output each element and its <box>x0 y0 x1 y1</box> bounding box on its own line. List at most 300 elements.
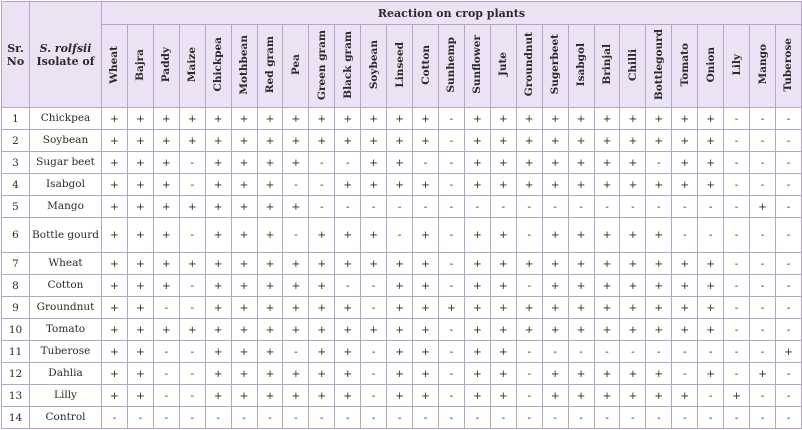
reaction-cell: + <box>231 253 257 275</box>
reaction-cell: + <box>361 319 387 341</box>
reaction-cell: - <box>750 407 776 429</box>
reaction-cell: + <box>413 218 439 253</box>
reaction-cell: + <box>620 130 646 152</box>
crop-header-label: Lily <box>730 53 743 76</box>
reaction-cell: + <box>257 341 283 363</box>
reaction-cell: - <box>516 407 542 429</box>
reaction-cell: - <box>231 407 257 429</box>
crop-header <box>387 25 413 108</box>
table-row <box>2 152 802 174</box>
reaction-cell: - <box>775 275 801 297</box>
reaction-cell: + <box>309 108 335 130</box>
reaction-cell: + <box>542 385 568 407</box>
reaction-cell: - <box>646 196 672 218</box>
reaction-cell: - <box>438 363 464 385</box>
reaction-cell: + <box>127 108 153 130</box>
reaction-cell: - <box>283 174 309 196</box>
reaction-cell: + <box>231 385 257 407</box>
reaction-cell: + <box>153 196 179 218</box>
reaction-cell: + <box>490 152 516 174</box>
reaction-cell: + <box>413 275 439 297</box>
reaction-cell: + <box>153 275 179 297</box>
reaction-cell: - <box>750 319 776 341</box>
table-row <box>2 108 802 130</box>
reaction-cell: + <box>516 152 542 174</box>
reaction-cell: - <box>594 341 620 363</box>
crop-header <box>127 25 153 108</box>
reaction-cell: + <box>646 275 672 297</box>
reaction-cell: - <box>724 196 750 218</box>
reaction-cell: + <box>387 152 413 174</box>
reaction-cell: - <box>775 152 801 174</box>
reaction-cell: + <box>231 130 257 152</box>
reaction-cell: - <box>516 363 542 385</box>
reaction-cell: + <box>283 152 309 174</box>
isolate-cell: Lilly <box>30 385 102 407</box>
crop-header <box>231 25 257 108</box>
reaction-cell: - <box>335 275 361 297</box>
reaction-cell: + <box>464 297 490 319</box>
reaction-cell: - <box>724 319 750 341</box>
reaction-cell: + <box>127 385 153 407</box>
reaction-cell: + <box>127 152 153 174</box>
reaction-cell: - <box>387 218 413 253</box>
reaction-cell: + <box>490 108 516 130</box>
reaction-cell: - <box>775 253 801 275</box>
reaction-cell: - <box>102 407 128 429</box>
reaction-cell: + <box>283 385 309 407</box>
reaction-cell: - <box>672 407 698 429</box>
reaction-cell: + <box>542 174 568 196</box>
reaction-cell: + <box>179 130 205 152</box>
reaction-cell: - <box>724 253 750 275</box>
reaction-cell: + <box>283 363 309 385</box>
reaction-cell: + <box>102 218 128 253</box>
reaction-cell: - <box>127 407 153 429</box>
reaction-cell: + <box>361 152 387 174</box>
reaction-cell: - <box>775 297 801 319</box>
reaction-cell: + <box>750 196 776 218</box>
reaction-cell: + <box>698 253 724 275</box>
reaction-cell: + <box>387 363 413 385</box>
reaction-cell: - <box>594 407 620 429</box>
reaction-cell: + <box>231 341 257 363</box>
reaction-cell: + <box>309 275 335 297</box>
reaction-cell: + <box>283 253 309 275</box>
reaction-cell: + <box>361 218 387 253</box>
reaction-cell: + <box>464 341 490 363</box>
reaction-cell: + <box>568 174 594 196</box>
reaction-cell: + <box>257 174 283 196</box>
reaction-cell: + <box>361 253 387 275</box>
reaction-cell: + <box>698 275 724 297</box>
reaction-cell: + <box>387 108 413 130</box>
reaction-cell: - <box>283 407 309 429</box>
reaction-cell: + <box>127 218 153 253</box>
crop-header <box>283 25 309 108</box>
reaction-cell: - <box>361 363 387 385</box>
sr-no-cell: 14 <box>2 407 30 429</box>
reaction-cell: + <box>672 152 698 174</box>
reaction-cell: + <box>257 363 283 385</box>
reaction-cell: - <box>464 196 490 218</box>
reaction-cell: - <box>646 152 672 174</box>
reaction-cell: + <box>464 385 490 407</box>
reaction-cell: + <box>542 218 568 253</box>
reaction-cell: + <box>127 253 153 275</box>
reaction-cell: - <box>750 297 776 319</box>
reaction-cell: + <box>153 319 179 341</box>
table-row <box>2 130 802 152</box>
reaction-cell: + <box>309 253 335 275</box>
reaction-cell: + <box>309 218 335 253</box>
reaction-cell: + <box>490 363 516 385</box>
reaction-cell: - <box>361 275 387 297</box>
reaction-cell: + <box>102 174 128 196</box>
crop-header <box>646 25 672 108</box>
table-row <box>2 341 802 363</box>
crop-header-label: Mothbean <box>238 34 251 95</box>
reaction-cell: + <box>620 152 646 174</box>
reaction-cell: - <box>179 275 205 297</box>
reaction-cell: + <box>387 253 413 275</box>
reaction-cell: - <box>775 218 801 253</box>
reaction-cell: + <box>775 341 801 363</box>
reaction-cell: - <box>672 218 698 253</box>
reaction-cell: - <box>438 275 464 297</box>
reaction-cell: - <box>309 152 335 174</box>
reaction-cell: + <box>335 253 361 275</box>
reaction-cell: + <box>620 385 646 407</box>
crop-header <box>179 25 205 108</box>
reaction-cell: - <box>438 108 464 130</box>
reaction-cell: - <box>179 297 205 319</box>
reaction-cell: + <box>672 275 698 297</box>
reaction-cell: + <box>464 174 490 196</box>
reaction-cell: - <box>775 363 801 385</box>
crop-header-label: Pea <box>289 53 302 76</box>
reaction-cell: + <box>335 108 361 130</box>
crop-header-row <box>2 25 802 108</box>
isolate-of-label: Isolate of <box>36 54 95 68</box>
reaction-cell: - <box>750 385 776 407</box>
reaction-cell: + <box>153 130 179 152</box>
reaction-cell: - <box>620 407 646 429</box>
reaction-cell: + <box>594 108 620 130</box>
reaction-cell: + <box>257 108 283 130</box>
crop-header-label: Onion <box>704 46 717 83</box>
sr-no-cell: 11 <box>2 341 30 363</box>
reaction-cell: + <box>490 297 516 319</box>
reaction-cell: + <box>490 130 516 152</box>
isolate-cell: Soybean <box>30 130 102 152</box>
isolate-cell: Control <box>30 407 102 429</box>
reaction-cell: + <box>205 152 231 174</box>
crop-header-label: Maize <box>186 46 199 83</box>
reaction-cell: - <box>724 407 750 429</box>
reaction-cell: - <box>775 385 801 407</box>
reaction-cell: + <box>542 297 568 319</box>
reaction-cell: - <box>542 407 568 429</box>
reaction-cell: - <box>568 196 594 218</box>
reaction-cell: + <box>102 196 128 218</box>
reaction-cell: + <box>335 174 361 196</box>
reaction-cell: + <box>646 174 672 196</box>
reaction-cell: + <box>283 275 309 297</box>
sr-no-cell: 3 <box>2 152 30 174</box>
reaction-cell: + <box>594 253 620 275</box>
reaction-cell: + <box>413 341 439 363</box>
reaction-cell: + <box>698 130 724 152</box>
reaction-cell: + <box>231 363 257 385</box>
reaction-cell: - <box>179 174 205 196</box>
crop-header-label: Tuberose <box>782 37 795 92</box>
reaction-cell: - <box>724 363 750 385</box>
reaction-cell: - <box>698 385 724 407</box>
crop-header <box>672 25 698 108</box>
reaction-cell: + <box>490 319 516 341</box>
reaction-cell: - <box>361 341 387 363</box>
reaction-cell: + <box>724 385 750 407</box>
reaction-cell: + <box>516 319 542 341</box>
reaction-cell: + <box>387 297 413 319</box>
reaction-cell: + <box>231 152 257 174</box>
reaction-cell: - <box>672 341 698 363</box>
reaction-cell: + <box>542 152 568 174</box>
reaction-cell: + <box>542 363 568 385</box>
reaction-cell: - <box>464 407 490 429</box>
isolate-cell: Groundnut <box>30 297 102 319</box>
table-row <box>2 385 802 407</box>
reaction-cell: - <box>179 385 205 407</box>
crop-header-label: Jute <box>497 52 510 77</box>
reaction-cell: - <box>724 152 750 174</box>
reaction-cell: + <box>413 130 439 152</box>
crop-header-label: Tomato <box>678 42 691 87</box>
reaction-cell: + <box>231 174 257 196</box>
reaction-cell: - <box>179 218 205 253</box>
reaction-cell: + <box>568 275 594 297</box>
reaction-cell: - <box>438 174 464 196</box>
reaction-cell: + <box>335 363 361 385</box>
reaction-cell: + <box>516 130 542 152</box>
reaction-cell: + <box>620 108 646 130</box>
reaction-cell: + <box>231 275 257 297</box>
reaction-cell: - <box>568 407 594 429</box>
reaction-cell: + <box>750 363 776 385</box>
reaction-cell: + <box>698 297 724 319</box>
reaction-cell: - <box>698 407 724 429</box>
reaction-cell: + <box>464 319 490 341</box>
isolate-cell: Tomato <box>30 319 102 341</box>
reaction-cell: - <box>413 152 439 174</box>
reaction-cell: + <box>646 297 672 319</box>
crop-header-label: Linseed <box>393 41 406 88</box>
crop-header <box>724 25 750 108</box>
crop-header <box>594 25 620 108</box>
reaction-cell: + <box>387 385 413 407</box>
reaction-cell: - <box>387 407 413 429</box>
reaction-cell: + <box>257 297 283 319</box>
reaction-cell: - <box>438 341 464 363</box>
reaction-cell: + <box>309 319 335 341</box>
reaction-cell: + <box>490 218 516 253</box>
reaction-cell: - <box>413 196 439 218</box>
reaction-cell: + <box>283 297 309 319</box>
table-row <box>2 218 802 253</box>
reaction-cell: + <box>516 297 542 319</box>
reaction-cell: + <box>205 253 231 275</box>
reaction-cell: + <box>335 297 361 319</box>
sr-no-cell: 2 <box>2 130 30 152</box>
reaction-cell: + <box>102 341 128 363</box>
reaction-cell: + <box>231 297 257 319</box>
reaction-cell: - <box>724 174 750 196</box>
reaction-cell: + <box>438 297 464 319</box>
reaction-cell: - <box>750 341 776 363</box>
reaction-cell: - <box>153 407 179 429</box>
table-row <box>2 253 802 275</box>
reaction-cell: - <box>153 363 179 385</box>
reaction-cell: + <box>490 341 516 363</box>
reaction-cell: - <box>179 363 205 385</box>
reaction-cell: + <box>153 152 179 174</box>
reaction-cell: - <box>516 341 542 363</box>
crop-header-label: Bottlegourd <box>652 28 665 101</box>
reaction-cell: + <box>594 174 620 196</box>
reaction-cell: - <box>750 275 776 297</box>
reaction-cell: + <box>257 218 283 253</box>
reaction-cell: + <box>205 196 231 218</box>
reaction-cell: + <box>231 319 257 341</box>
reaction-cell: + <box>568 130 594 152</box>
reaction-cell: + <box>102 363 128 385</box>
reaction-cell: - <box>179 341 205 363</box>
reaction-cell: - <box>438 407 464 429</box>
reaction-cell: + <box>620 363 646 385</box>
reaction-cell: - <box>542 196 568 218</box>
reaction-cell: + <box>283 108 309 130</box>
reaction-cell: + <box>568 363 594 385</box>
reaction-cell: + <box>127 275 153 297</box>
reaction-cell: + <box>413 174 439 196</box>
reaction-cell: + <box>335 385 361 407</box>
reaction-cell: - <box>620 341 646 363</box>
reaction-cell: + <box>387 319 413 341</box>
reaction-cell: + <box>464 218 490 253</box>
reaction-cell: + <box>205 275 231 297</box>
crop-header <box>698 25 724 108</box>
reaction-cell: + <box>102 385 128 407</box>
reaction-cell: - <box>438 152 464 174</box>
table-row <box>2 297 802 319</box>
reaction-cell: + <box>672 385 698 407</box>
isolate-cell: Dahlia <box>30 363 102 385</box>
reaction-cell: + <box>205 174 231 196</box>
reaction-cell: + <box>205 319 231 341</box>
reaction-cell: + <box>102 108 128 130</box>
reaction-cell: - <box>750 174 776 196</box>
reaction-cell: + <box>257 253 283 275</box>
reaction-cell: + <box>646 253 672 275</box>
sr-no-label: Sr. No <box>6 41 25 68</box>
reaction-cell: - <box>750 108 776 130</box>
sr-no-cell: 1 <box>2 108 30 130</box>
reaction-cell: + <box>102 319 128 341</box>
reaction-cell: + <box>205 297 231 319</box>
reaction-cell: - <box>309 407 335 429</box>
reaction-cell: - <box>283 218 309 253</box>
reaction-cell: - <box>750 152 776 174</box>
reaction-cell: + <box>153 253 179 275</box>
isolate-header <box>30 2 102 108</box>
reaction-cell: + <box>464 108 490 130</box>
reaction-cell: + <box>309 130 335 152</box>
reaction-cell: + <box>490 174 516 196</box>
reaction-cell: - <box>387 196 413 218</box>
reaction-cell: + <box>102 275 128 297</box>
isolate-species-label: S. rolfsii <box>39 41 92 55</box>
crop-header-label: Soybean <box>367 39 380 90</box>
reaction-cell: - <box>724 218 750 253</box>
reaction-cell: + <box>335 319 361 341</box>
crop-header <box>102 25 128 108</box>
crop-header-label: Paddy <box>160 46 173 83</box>
reaction-cell: + <box>464 363 490 385</box>
sr-no-cell: 10 <box>2 319 30 341</box>
reaction-cell: + <box>361 108 387 130</box>
reaction-cell: + <box>568 297 594 319</box>
sr-no-header <box>2 2 30 108</box>
crop-header-label: Sugerbeet <box>549 34 562 95</box>
reaction-cell: + <box>335 130 361 152</box>
reaction-cell: - <box>179 407 205 429</box>
table-row <box>2 319 802 341</box>
reaction-cell: + <box>594 319 620 341</box>
reaction-cell: + <box>698 174 724 196</box>
reaction-cell: - <box>335 407 361 429</box>
crop-header-label: Wheat <box>108 45 121 84</box>
reaction-cell: + <box>542 253 568 275</box>
reaction-cell: - <box>438 196 464 218</box>
reaction-cell: + <box>127 341 153 363</box>
reaction-cell: - <box>490 196 516 218</box>
table-row <box>2 174 802 196</box>
reaction-cell: + <box>387 341 413 363</box>
reaction-cell: + <box>542 275 568 297</box>
reaction-cell: + <box>127 319 153 341</box>
reaction-cell: + <box>231 108 257 130</box>
reaction-cell: + <box>672 108 698 130</box>
reaction-cell: + <box>231 196 257 218</box>
reaction-cell: - <box>672 363 698 385</box>
table-row <box>2 363 802 385</box>
reaction-cell: - <box>646 341 672 363</box>
reaction-cell: + <box>516 174 542 196</box>
reaction-cell: + <box>672 319 698 341</box>
crop-header-label: Mango <box>756 44 769 85</box>
reaction-cell: + <box>490 275 516 297</box>
reaction-cell: + <box>257 130 283 152</box>
reaction-cell: + <box>413 319 439 341</box>
reaction-cell: - <box>698 341 724 363</box>
reaction-cell: - <box>775 319 801 341</box>
reaction-cell: + <box>464 152 490 174</box>
reaction-cell: - <box>361 297 387 319</box>
reaction-cell: - <box>516 196 542 218</box>
reaction-cell: + <box>205 108 231 130</box>
reaction-cell: + <box>698 363 724 385</box>
